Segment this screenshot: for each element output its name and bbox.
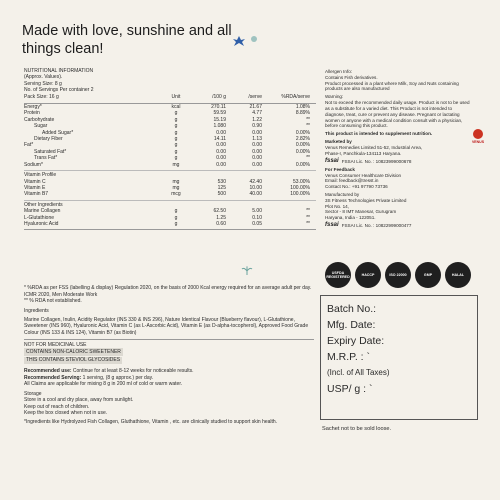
nutrient-rda: ** [306,220,310,227]
incl-taxes: (Incl. of All Taxes) [327,368,390,377]
nutrient-unit: g [174,155,178,162]
nutrient-rda: 0.00% [295,161,310,168]
nutrition-rows [24,104,316,168]
halal-icon: HALAL [445,262,471,288]
nutrient-serve: 0.90 [252,123,262,130]
allergen-line: Contains Fish derivatives. [325,74,378,80]
recommended-use-label: Recommended use: [24,368,72,375]
nutrient-serve: 0.05 [252,220,262,227]
nutrient-unit: g [174,148,178,155]
feedback-block [325,167,485,190]
nutrient-rda: 1.08% [295,104,310,111]
col-rda: %RDA/serve [281,93,310,100]
nutrient-unit: g [174,129,178,136]
warning-line: diagnose, treat, cure or prevent any disease. Pregnant or lactating [325,111,460,117]
right-info-column [325,69,485,231]
nutrient-per100: 14.11 [213,136,226,143]
info-line: NUTRITIONAL INFORMATION [24,68,94,74]
usfda-icon: USFDA REGISTERED [325,262,351,288]
nutrient-serve: 0.00 [252,161,262,168]
manufactured-line: Sector - 8 IMT Manesar, Gurugram [325,209,397,215]
recommended-serving-text: 1 serving, (8 g approx.) per day. [81,374,154,381]
other-ingredients-row [24,200,316,208]
nutrient-label: Sugar [34,123,48,130]
usp: USP/ g : ` [327,383,373,395]
nutrient-unit: g [174,123,178,130]
nutrient-label: Protein [24,110,40,117]
storage-line: Keep out of reach of children. [24,403,90,410]
feedback-email: Email: feedback@tresst.in [325,178,379,184]
nutrient-per100: 500 [217,191,226,198]
venus-logo [469,129,487,146]
nutrient-rda: 0.00% [295,129,310,136]
nutrient-label: Vitamin E [24,184,46,191]
nutrient-per100: 530 [217,178,226,185]
nutrient-label: Energy* [24,104,42,111]
col-serve: /serve [248,93,262,100]
nutrient-per100: 0.00 [216,148,226,155]
nutrient-rda: 8.89% [295,110,310,117]
nutrient-serve: 1.22 [252,116,262,123]
allergen-block [325,69,485,92]
warning-line: Not to exceed the recommended daily usage. Product is not to be used [325,100,470,106]
nutrient-serve: 0.00 [252,148,262,155]
nutrient-serve: 1.13 [252,136,262,143]
allergen-line: products are also manufactured [325,86,390,92]
manufactured-block [325,192,485,221]
nutrient-serve: 4.77 [252,110,262,117]
nutrient-rda: ** [306,155,310,162]
nutrient-label: Vitamin B7 [24,191,49,198]
rda-note-line: an average adult per day. [254,285,312,291]
nutrient-per100: 0.00 [216,129,226,136]
manufactured-title: Manufactured by [325,192,360,198]
vitamin-profile-row [24,170,316,178]
nutrition-info-lines [24,68,156,100]
nutrient-unit: g [174,214,178,221]
supplement-note: This product is intended to supplement nutrition. [325,131,433,137]
vitamin-profile-label: Vitamin Profile [24,172,57,179]
nutrient-serve: 21.67 [249,104,262,111]
nutrient-per100: 0.00 [216,142,226,149]
certification-icons [325,262,471,288]
nutrient-rda: 0.00% [295,142,310,149]
feedback-line: Venus Consumer Healthcare Division [325,172,402,178]
fssai-row-2 [325,223,485,229]
nutrient-rda: ** [306,214,310,221]
feedback-contact: Contact No.: +91 97790 73736 [325,184,388,190]
nutrient-rda: 2.82% [295,136,310,143]
nutrient-per100: 1.080 [213,123,226,130]
nutrition-header [24,68,316,104]
nutrient-label: Saturated Fat* [34,148,67,155]
manufactured-line: Plot No. 14, [325,203,350,209]
nutrient-per100: 0.00 [216,161,226,168]
headline: Made with love, sunshine and all things clean! [22,23,232,57]
nutrient-label: Fat* [24,142,34,149]
info-line: Pack Size: 16 g [24,93,59,100]
nutrient-unit: g [174,116,178,123]
rda-not-established: ** % RDA not established. [24,298,82,304]
info-line: Serving Size: 8 g [24,80,62,87]
col-unit: Unit [171,93,181,100]
nutrient-label: Hyaluronic Acid [24,220,59,227]
info-line: No. of Servings Per container 2 [24,87,94,94]
nutrient-label: Vitamin C [24,178,46,185]
icmr-note: ICMR 2020, Men Moderate Work [24,291,98,298]
nutrient-serve: 0.10 [252,214,262,221]
nutrient-per100: 1.25 [216,214,226,221]
nutrient-serve: 10.00 [249,184,262,191]
nutrition-row [24,191,316,197]
recommended-serving-label: Recommended Serving: [24,374,82,381]
ingredients-text: Marine Collagen, Inulin, Acidity Regulator (INS 330 & INS 296), Nature Identical Flavour (Blueberry flavour), L-Glutathione, Sweetener (INS 960), Hyaluronic Acid, Vitamin C (as L-Ascorbic Acid), Vitamin E (as D-alpha-tocopherol), Approved Food Grade Colour (INS 133 & INS 124), Vitamin B7 (as Biotin) [24,316,309,336]
marketed-title: Marketed by [325,139,352,145]
storage-line: Store in a cool and dry place, away from sunlight. [24,397,134,404]
nutrient-serve: 0.00 [252,155,262,162]
haccp-icon: HACCP [355,262,381,288]
nutrient-serve: 42.40 [249,178,262,185]
nutrient-unit: g [174,208,178,215]
gmp-icon: GMP [415,262,441,288]
recommended-use-text: Continue for at least 8-12 weeks for noticeable results. [71,368,194,375]
nutrient-per100: 15.19 [213,116,226,123]
manufactured-line: Haryana, India - 122051. [325,215,376,221]
recommended-use [24,368,314,388]
nutrient-unit: g [174,142,178,149]
marketed-line: Phase-I, Panchkula-134113 Haryana. [325,150,402,156]
nutrient-rda: 53.00% [293,178,310,185]
steviol-note: THIS CONTAINS STEVIOL GLYCOSIDES [26,357,121,364]
footnotes-block [24,285,314,428]
warning-line: women or anyone with a medical condition consult with a physician, [325,117,463,123]
allergen-line: Product processed in a plant where Milk, Soy and Nuts containing [325,80,459,86]
nutrient-rda: ** [306,123,310,130]
nutrient-per100: 125 [217,184,226,191]
nutrient-unit: mg [172,184,180,191]
storage-line: Keep the box closed when not in use. [24,410,108,417]
nutrition-row [24,221,316,227]
col-per100: /100 g [212,93,226,100]
nutrient-serve: 40.00 [249,191,262,198]
brand-dot-icon [251,36,257,42]
nutrient-per100: 59.59 [213,110,226,117]
all-claims-note: All Claims are applicable for mixing 8 g in 200 ml of cold or warm water. [24,381,183,388]
fssai-license-2: FSSAI Lic. No. : 10822999000477 [341,223,412,229]
nutrient-serve: 0.00 [252,142,262,149]
mrp: M.R.P. : ` [327,351,370,363]
rda-note [24,285,314,305]
fssai-logo: fssai [325,222,339,229]
fssai-logo: fssai [325,157,339,164]
venus-logo-icon [473,129,483,139]
nutrient-per100: 0.00 [216,155,226,162]
nutrient-label: Carbohydrate [24,116,55,123]
nutrient-serve: 0.00 [252,129,262,136]
marketed-block [325,139,485,156]
rda-note-line: * %RDA as per FSS (labelling & display) Regulation 2020, on the basis of 2000 Kcal energy required for [24,285,254,291]
nutrient-unit: g [174,110,178,117]
nutrient-rda: 0.00% [295,148,310,155]
nutrient-label: Dietary Fiber [34,136,63,143]
warning-block [325,94,485,129]
not-medicinal: NOT FOR MEDICINAL USE [24,339,314,349]
feedback-title: For Feedback [325,166,355,172]
venus-logo-text: VENUS [471,140,485,144]
nutrition-table [24,68,316,230]
manufactured-line: 3S Fitness Technologies Private Limited [325,197,407,203]
nutrient-unit: kcal [171,104,181,111]
other-rows [24,208,316,230]
nutrient-label: Sodium* [24,161,43,168]
nutrient-label: Trans Fat* [34,155,58,162]
nutrient-rda: ** [306,116,310,123]
claims-note: *Ingredients like Hydrolyzed Fish Collagen, Gluthathione, Vitamin , etc. are clinically studied to support skin health. [24,419,278,426]
vitamin-rows [24,179,316,198]
mfg-date: Mfg. Date: [327,319,376,331]
nutrient-unit: mcg [171,191,181,198]
batch-info-box [320,295,478,420]
info-line: (Approx. Values). [24,74,63,81]
warning-line: before consuming this product. [325,123,388,129]
nutrient-rda: ** [306,208,310,215]
nutrition-row [24,162,316,168]
nutrient-unit: g [174,136,178,143]
storage-title: Storage [24,390,42,397]
nutrient-label: Marine Collagen [24,208,61,215]
fssai-row-1 [325,159,485,165]
nutrient-label: L-Glutathione [24,214,55,221]
nutrient-per100: 0.60 [216,220,226,227]
expiry-date: Expiry Date: [327,335,385,347]
nutrient-rda: 100.00% [290,191,310,198]
non-caloric-note: CONTAINS NON-CALORIC SWEETENER [26,348,121,355]
nutrient-serve: 5.00 [252,208,262,215]
not-sold-loose: Sachet not to be sold loose. [322,426,392,432]
ingredients-title: Ingredients [24,307,49,314]
warning-title: Warning: [325,94,344,100]
iso-icon: ISO 22000 [385,262,411,288]
storage-block [24,391,314,417]
nutrient-unit: mg [172,178,180,185]
other-ingredients-label: Other Ingredients [24,201,63,208]
nutrient-unit: mg [172,161,180,168]
nutrient-label: Added Sugar* [42,129,74,136]
brand-sprout-icon [241,266,253,276]
nutrient-per100: 270.11 [211,104,226,111]
marketed-line: Venus Remedies Limited 51-52, Industrial Area, [325,145,423,151]
brand-leaf-icon [232,35,246,47]
nutrient-unit: g [174,220,178,227]
nutrient-per100: 62.50 [213,208,226,215]
warning-line: as a substitute for a varied diet. This Product is not intended to [325,105,453,111]
allergen-title: Allergen Info: [325,69,353,74]
batch-no: Batch No.: [327,303,377,315]
fssai-license-1: FSSAI Lic. No. : 10823999000678 [341,158,412,164]
nutrient-rda: 100.00% [290,184,310,191]
